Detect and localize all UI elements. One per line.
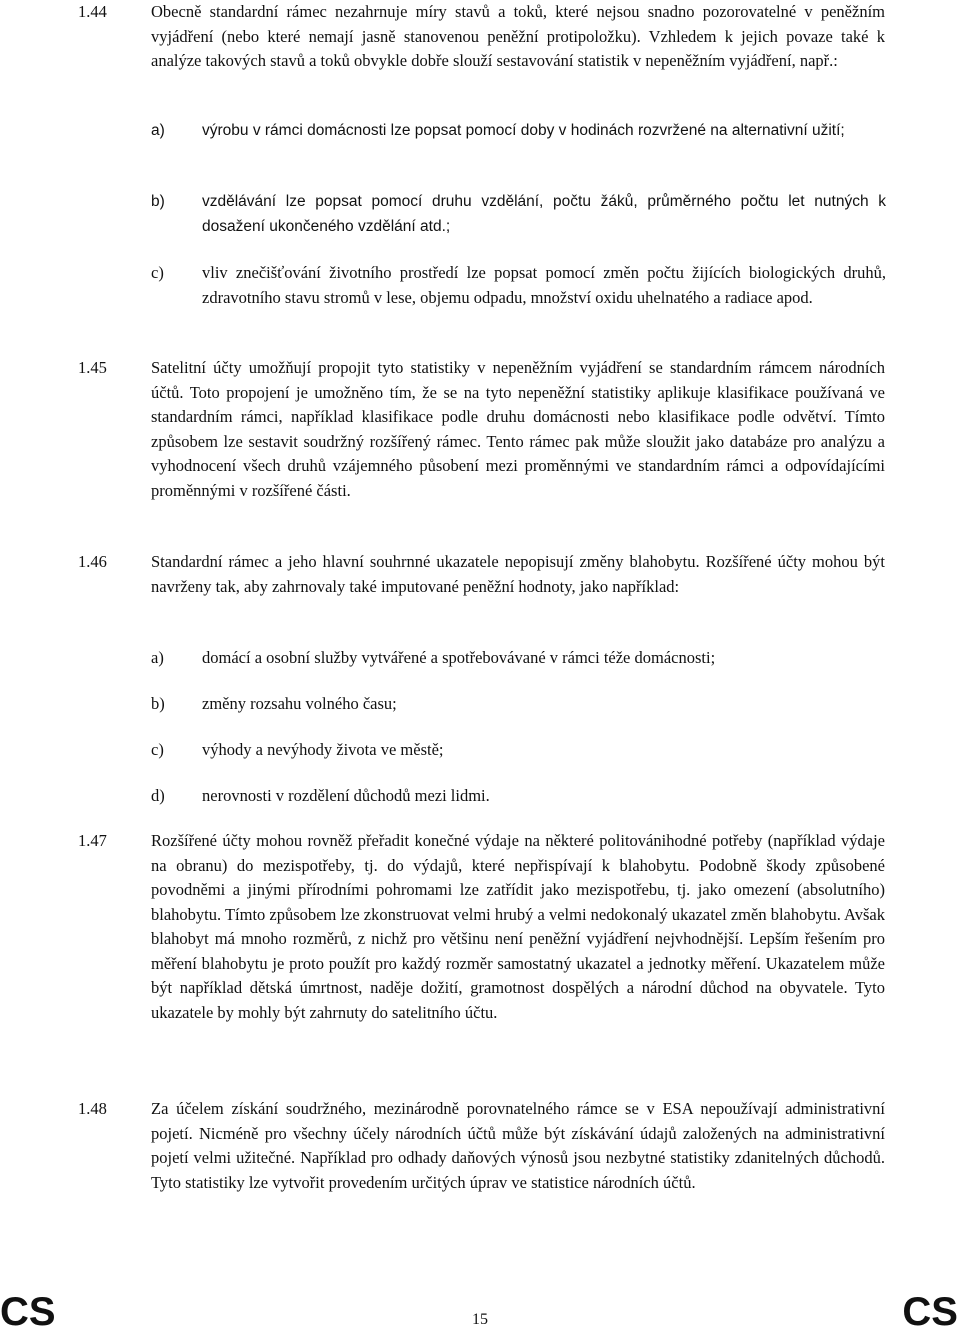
paragraph-text: Rozšířené účty mohou rovněž přeřadit konečné výdaje na některé politovánihodné potřeby (například výdaje na obranu) do mezispotřeby, tj. do výdajů, které nepřispívají k blahobytu. Podobně škody způsobené povodněmi a jinými přírodními pohromami lze zatřídit jako mezispotřebu, tj. jako omezení (absolutního) blahobytu. Tímto způsobem lze zkonstruovat velmi hrubý a velmi nedokonalý ukazatel změn blahobytu. Avšak blahobyt má mnoho rozměrů, z nichž pro většinu není peněžní vyjádření nejvhodnější. Lepším řešením pro měření blahobytu je proto použít pro každý rozměr samostatný ukazatel a jednotky měření. Ukazatelem může být například dětská úmrtnost, naděje dožití, gramotnost dospělých a národní důchod na obyvatele. Tyto ukazatele by mohly být zahrnuty do satelitního účtu. [151, 831, 885, 1022]
list-item-letter: c) [151, 263, 164, 282]
list-item-b [0, 692, 960, 717]
list-item-a [0, 119, 960, 144]
footer-language-label-left: CS [0, 1290, 56, 1334]
list-item-text: nerovnosti v rozdělení důchodů mezi lidmi. [202, 786, 490, 805]
paragraph-number: 1.44 [78, 2, 107, 21]
list-item-c [0, 261, 960, 310]
list-item-text: vliv znečišťování životního prostředí lze popsat pomocí změn počtu žijících biologických druhů, zdravotního stavu stromů v lese, objemu odpadu, množství oxidu uhelnatého a radiace apod. [202, 263, 886, 307]
paragraph-text: Standardní rámec a jeho hlavní souhrnné ukazatele nepopisují změny blahobytu. Rozšířené účty mohou být navrženy tak, aby zahrnovaly také imputované peněžní hodnoty, jako například: [151, 552, 885, 596]
paragraph-text: Za účelem získání soudržného, mezinárodně porovnatelného rámce se v ESA nepoužívají administrativní pojetí. Nicméně pro všechny účely národních účtů může být získávání údajů založených na administrativní pojetí velmi užitečné. Například pro odhady daňových výnosů jsou nezbytné statistiky zdanitelných důchodů. Tyto statistiky lze vytvořit provedením určitých úprav ve statistice národních účtů. [151, 1099, 885, 1192]
list-item-letter: b) [151, 694, 165, 713]
list-item-c [0, 738, 960, 763]
footer-language-label-right: CS [902, 1290, 958, 1334]
list-item-text: výhody a nevýhody života ve městě; [202, 740, 444, 759]
paragraph-number: 1.47 [78, 831, 107, 850]
paragraph-text: Satelitní účty umožňují propojit tyto statistiky v nepeněžním vyjádření se standardním rámcem národních účtů. Toto propojení je umožněno tím, že se na tyto nepeněžní statistiky aplikuje klasifikace používaná ve standardním rámci, například klasifikace podle druhu domácnosti nebo klasifikace podle odvětví. Tímto způsobem lze sestavit soudržný rozšířený rámec. Tento rámec pak může sloužit jako databáze pro analýzu a vyhodnocení všech druhů vzájemného působení mezi proměnnými ve standardním rámci a odpovídajícími proměnnými v rozšířené části. [151, 358, 885, 500]
paragraph-number: 1.46 [78, 552, 107, 571]
list-item-d [0, 784, 960, 809]
paragraph-1-48 [0, 1097, 960, 1195]
paragraph-text: Obecně standardní rámec nezahrnuje míry stavů a toků, které nejsou snadno pozorovatelné v peněžním vyjádření (nebo které nemají jasně stanovenou peněžní protipoložku). Vzhledem k jejich povaze také k analýze takových stavů a toků obvykle dobře slouží sestavování statistik v nepeněžním vyjádření, např.: [151, 2, 885, 70]
paragraph-1-47 [0, 829, 960, 1025]
list-item-b [0, 190, 960, 239]
list-item-a [0, 646, 960, 671]
list-item-letter: d) [151, 786, 165, 805]
paragraph-1-45 [0, 356, 960, 503]
paragraph-number: 1.48 [78, 1099, 107, 1118]
list-item-letter: a) [151, 648, 164, 667]
list-item-text: domácí a osobní služby vytvářené a spotřebovávané v rámci téže domácnosti; [202, 648, 716, 667]
list-item-letter: b) [151, 193, 165, 210]
list-item-letter: c) [151, 740, 164, 759]
page-number: 15 [472, 1311, 488, 1328]
list-item-text: vzdělávání lze popsat pomocí druhu vzdělání, počtu žáků, průměrného počtu let nutných k dosažení ukončeného vzdělání atd.; [202, 193, 886, 235]
paragraph-1-46 [0, 550, 960, 599]
paragraph-number: 1.45 [78, 358, 107, 377]
list-item-text: výrobu v rámci domácnosti lze popsat pomocí doby v hodinách rozvržené na alternativní užití; [202, 122, 845, 139]
list-item-letter: a) [151, 122, 165, 139]
list-item-text: změny rozsahu volného času; [202, 694, 397, 713]
paragraph-1-44 [0, 0, 960, 74]
